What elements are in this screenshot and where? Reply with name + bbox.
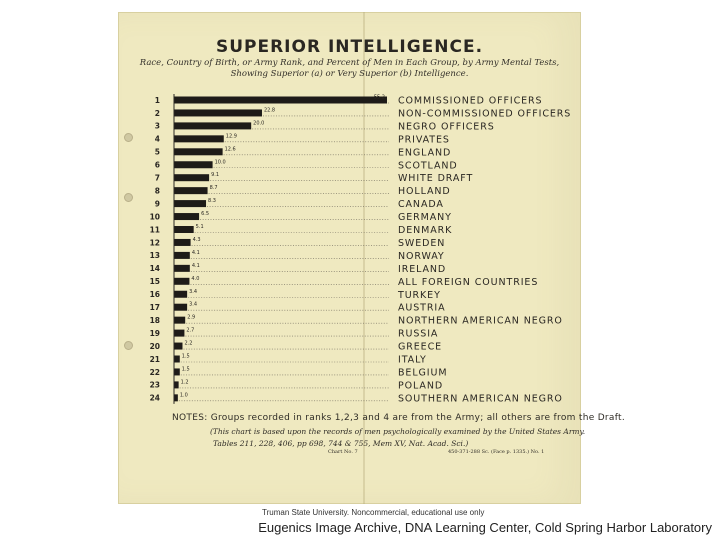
bar <box>174 200 206 207</box>
image-credit: Eugenics Image Archive, DNA Learning Center, Cold Spring Harbor Laboratory <box>258 520 712 535</box>
bar <box>174 304 187 311</box>
bar <box>174 291 187 298</box>
chart-number: Chart No. 7 <box>328 449 358 455</box>
category-label: NORTHERN AMERICAN NEGRO <box>398 315 563 327</box>
bars <box>174 94 387 402</box>
rank-label: 16 <box>149 290 160 300</box>
bar <box>174 330 184 337</box>
usage-stamp: Truman State University. Noncommercial, educational use only <box>262 508 485 517</box>
value-label: 10.0 <box>214 159 226 166</box>
rank-label: 12 <box>149 238 160 248</box>
value-label: 3.4 <box>189 301 198 308</box>
category-label: NON-COMMISSIONED OFFICERS <box>398 108 572 120</box>
bar <box>174 94 387 104</box>
value-label: 2.2 <box>184 340 193 347</box>
rank-label: 24 <box>149 393 160 403</box>
bar <box>174 278 189 285</box>
value-label: 2.7 <box>186 327 195 334</box>
value-label: 55.2 <box>373 94 385 101</box>
rank-label: 15 <box>149 277 160 287</box>
value-label: 4.1 <box>191 262 200 269</box>
rank-label: 8 <box>154 186 160 196</box>
rank-label: 13 <box>149 251 160 261</box>
rank-label: 4 <box>154 134 160 144</box>
rank-label: 7 <box>154 173 160 183</box>
bar <box>174 187 208 194</box>
value-label: 22.8 <box>263 107 276 114</box>
bar <box>174 135 224 142</box>
bar <box>174 161 213 168</box>
dot-leaders <box>179 103 389 401</box>
category-label: PRIVATES <box>398 134 450 146</box>
bar <box>174 122 251 129</box>
category-label: NORWAY <box>398 250 445 262</box>
category-label: BELGIUM <box>398 367 448 379</box>
rank-label: 2 <box>154 108 160 118</box>
rank-label: 14 <box>149 264 160 274</box>
bar <box>174 343 182 350</box>
rank-label: 11 <box>149 225 160 235</box>
category-label: DENMARK <box>398 225 453 236</box>
note-line-2: (This chart is based upon the records of men psychologically examined by the United States Army. <box>210 427 586 436</box>
rank-label: 20 <box>149 341 160 351</box>
value-label: 1.0 <box>179 392 188 399</box>
value-label: 20.0 <box>253 120 265 127</box>
bar <box>174 174 209 181</box>
category-label: CANADA <box>398 199 444 211</box>
category-label: RUSSIA <box>398 328 439 340</box>
value-label: 8.3 <box>208 198 216 205</box>
category-label: NEGRO OFFICERS <box>398 121 495 133</box>
bar <box>174 239 191 246</box>
rank-label: 17 <box>149 303 160 312</box>
rank-label: 5 <box>154 147 160 157</box>
value-label: 4.1 <box>191 249 200 256</box>
category-label: IRELAND <box>398 263 447 275</box>
value-label: 12.6 <box>224 146 236 153</box>
page-reference: 450-371-288 Sc. (Face p. 1335.) No. 1 <box>448 449 545 455</box>
value-label: 4.3 <box>192 236 201 243</box>
bar <box>174 213 199 220</box>
value-label: 1.5 <box>181 366 190 373</box>
value-label: 3.4 <box>189 288 198 295</box>
note-line-3: Tables 211, 228, 406, pp 698, 744 & 755, Mem XV, Nat. Acad. Sci.) <box>213 439 469 448</box>
category-label: COMMISSIONED OFFICERS <box>398 95 543 107</box>
rank-label: 21 <box>149 354 160 364</box>
category-label: SCOTLAND <box>398 160 458 172</box>
category-labels <box>397 96 571 405</box>
rank-label: 23 <box>149 380 160 390</box>
category-label: SWEDEN <box>398 237 446 249</box>
rank-label: 6 <box>154 160 160 170</box>
rank-label: 19 <box>149 328 160 338</box>
value-label: 4.0 <box>191 275 200 282</box>
category-label: GERMANY <box>398 212 452 224</box>
category-label: ENGLAND <box>398 147 452 159</box>
bar <box>174 317 185 324</box>
category-label: HOLLAND <box>398 186 451 198</box>
note-line-1: NOTES: Groups recorded in ranks 1,2,3 and 4 are from the Army; all others are from the Draft. <box>172 413 626 423</box>
value-label: 1.5 <box>181 353 190 360</box>
category-label: SOUTHERN AMERICAN NEGRO <box>398 393 563 405</box>
chart-subtitle-line-1: Race, Country of Birth, or Army Rank, and Percent of Men in Each Group, by Army Mental Tests, <box>139 58 560 68</box>
rank-label: 22 <box>149 367 160 377</box>
bar <box>174 265 190 272</box>
rank-label: 1 <box>154 95 160 105</box>
value-label: 2.9 <box>187 314 196 321</box>
bar <box>174 148 223 155</box>
bar <box>174 109 262 116</box>
category-label: AUSTRIA <box>398 302 446 314</box>
chart-title: SUPERIOR INTELLIGENCE. <box>215 37 484 57</box>
rank-label: 3 <box>154 121 160 131</box>
value-label: 9.1 <box>211 172 220 179</box>
value-label: 12.9 <box>225 133 237 140</box>
chart-subtitle-line-2: Showing Superior (a) or Very Superior (b) Intelligence. <box>230 69 469 79</box>
bar <box>174 356 180 363</box>
category-label: TURKEY <box>398 289 441 301</box>
bar <box>174 381 179 388</box>
bar <box>174 368 180 375</box>
value-label: 1.2 <box>180 379 189 386</box>
category-label: POLAND <box>398 380 444 392</box>
rank-labels <box>150 96 160 403</box>
category-label: ALL FOREIGN COUNTRIES <box>398 276 539 288</box>
value-label: 6.5 <box>201 211 210 218</box>
rank-label: 18 <box>149 315 160 325</box>
category-label: GREECE <box>398 341 443 353</box>
category-label: WHITE DRAFT <box>398 173 474 185</box>
bar <box>174 394 178 401</box>
category-label: ITALY <box>398 354 427 366</box>
bar <box>174 226 194 233</box>
value-label: 5.1 <box>195 224 204 230</box>
rank-label: 10 <box>149 212 160 222</box>
bar <box>174 252 190 259</box>
rank-label: 9 <box>154 199 160 209</box>
value-label: 8.7 <box>209 185 218 192</box>
